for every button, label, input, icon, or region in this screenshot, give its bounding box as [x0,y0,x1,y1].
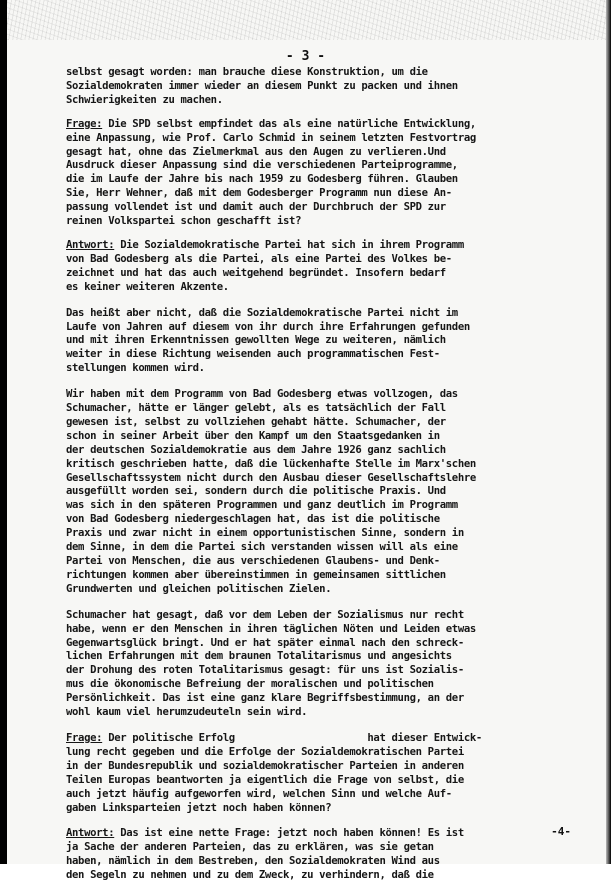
text-line: ausgefüllt worden sei, sondern durch die politische Praxis. Und [66,485,446,498]
text-line: Grundwerten und gleichen politischen Zielen. [66,582,332,595]
page-number: - 3 - [285,49,326,64]
text-line: richtungen kommen aber übereinstimmen in gemeinsamen sittlichen [66,568,446,581]
scan-noise [7,0,606,40]
text-line [66,118,572,132]
text-line: Schwierigkeiten zu machen. [66,93,223,106]
answer-label: Antwort: [66,238,115,251]
text-line: Schumacher hat gesagt, daß vor dem Leben der Sozialismus nur recht [66,608,464,621]
paragraph [66,66,572,108]
text-line: von Bad Godesberg niedergeschlagen hat, das ist die politische [66,513,440,526]
text-line: mus die ökonomische Befreiung der moralischen und politischen [66,678,434,691]
text-line: von Bad Godesberg als die Partei, als eine Partei des Volkes be- [66,252,452,265]
text-line: ja Sache der anderen Parteien, das zu erklären, was sie getan [66,841,434,854]
text-line: auch jetzt häufig aufgeworfen wird, welchen Sinn und welche Auf- [66,787,452,800]
question-first-line: Der politische Erfolg hat dieser Entwick- [102,731,482,744]
text-line: Ausdruck dieser Anpassung sind die verschiedenen Parteiprogramme, [66,159,458,172]
answer-first-line: Die Sozialdemokratische Partei hat sich in ihrem Programm [114,238,464,251]
text-line: reinen Volkspartei schon geschafft ist? [66,215,302,228]
text-line: Praxis und zwar nicht in einem opportunistischen Sinne, sondern in [66,527,464,540]
text-line: habe, wenn er den Menschen in ihren täglichen Nöten und Leiden etwas [66,622,476,635]
paragraph [66,307,572,377]
text-line [66,732,572,746]
text-line: und mit ihren Erkenntnissen gewollten Wege zu weiteren, nämlich [66,334,446,347]
question-first-line: Die SPD selbst empfindet das als eine natürliche Entwicklung, [102,117,476,130]
text-line: kritisch geschrieben hatte, daß die lückenhafte Stelle im Marx'schen [66,457,476,470]
answer-paragraph [66,827,572,883]
text-line: Sie, Herr Wehner, daß mit dem Godesberger Programm nun diese An- [66,187,452,200]
text-line: der Drohung des roten Totalitarismus gesagt: für uns ist Sozialis- [66,664,464,677]
text-line: Gegenwartsglück bringt. Und er hat später einmal nach den schreck- [66,636,464,649]
text-line [66,239,572,253]
text-line: der deutschen Sozialdemokratie aus dem Jahre 1926 ganz sachlich [66,443,446,456]
text-line: Laufe von Jahren auf diesem von ihr durch ihre Erfahrungen gefunden [66,320,470,333]
text-line [66,827,572,841]
text-line: Teilen Europas beantworten ja eigentlich die Frage von selbst, die [66,773,464,786]
text-line: gewesen ist, selbst zu vollziehen gehabt hätte. Schumacher, der [66,415,446,428]
question-paragraph [66,732,572,815]
text-line: Partei von Menschen, die aus verschiedenen Glaubens- und Denk- [66,555,440,567]
text-line: zeichnet und hat das auch weitgehend begründet. Insofern bedarf [66,266,446,279]
page-continuation-marker: -4- [551,825,571,838]
text-line: gesagt hat, ohne das Zielmerkmal aus den Augen zu verlieren.Und [66,145,446,158]
text-line: Wir haben mit dem Programm von Bad Godesberg etwas vollzogen, das [66,388,458,401]
text-line: die im Laufe der Jahre bis nach 1959 zu Godesberg führen. Glauben [66,173,458,186]
paragraph [66,609,572,720]
scan-edge-left [0,0,7,864]
answer-first-line: Das ist eine nette Frage: jetzt noch haben können! Es ist [114,827,464,840]
text-line: in der Bundesrepublik und sozialdemokratischer Parteien in anderen [66,759,464,772]
paragraph [66,388,572,597]
text-line: weiter in diese Richtung weisenden auch programmatischen Fest- [66,348,440,361]
question-label: Frage: [66,731,103,744]
text-line: stellungen kommen wird. [66,362,205,375]
question-paragraph [66,118,572,229]
text-line: lung recht gegeben und die Erfolge der Sozialdemokratischen Partei [66,745,464,758]
text-line: Persönlichkeit. Das ist eine ganz klare Begriffsbestimmung, an der [66,692,464,705]
text-line: dem Sinne, in dem die Partei sich verstanden wissen will als eine [66,541,458,554]
question-label: Frage: [66,117,103,130]
text-line: es keiner weiteren Akzente. [66,280,229,293]
text-line: gaben Linksparteien jetzt noch haben können? [66,801,332,814]
answer-label: Antwort: [66,827,115,840]
text-line: eine Anpassung, wie Prof. Carlo Schmid in seinem letzten Festvortrag [66,131,476,144]
text-line: Sozialdemokraten immer wieder an diesem Punkt zu packen und ihnen [66,79,458,92]
text-line: wohl kaum viel herumzudeuteln sein wird. [66,706,308,719]
text-line: Schumacher, hätte er länger gelebt, als es tatsächlich der Fall [66,402,446,415]
answer-paragraph [66,239,572,295]
text-line: passung vollendet ist und damit auch der Durchbruch der SPD zur [66,201,446,214]
text-line: lichen Erfahrungen mit dem braunen Totalitarismus und angesichts [66,650,452,663]
scan-edge-right [606,0,611,864]
text-line: selbst gesagt worden: man brauche diese Konstruktion, um die [66,66,428,78]
text-line: schon in seiner Arbeit über den Kampf um den Staatsgedanken in [66,429,440,442]
document-body [66,66,572,883]
text-line: den Segeln zu nehmen und zu dem Zweck, zu verhindern, daß die [66,869,434,882]
text-line: Gesellschaftssystem nicht durch den Ausbau dieser Gesellschaftslehre [66,471,476,484]
text-line: was sich in den späteren Programmen und ganz deutlich im Programm [66,499,458,512]
text-line: Das heißt aber nicht, daß die Sozialdemokratische Partei nicht im [66,306,458,319]
text-line: haben, nämlich in dem Bestreben, den Sozialdemokraten Wind aus [66,855,440,868]
